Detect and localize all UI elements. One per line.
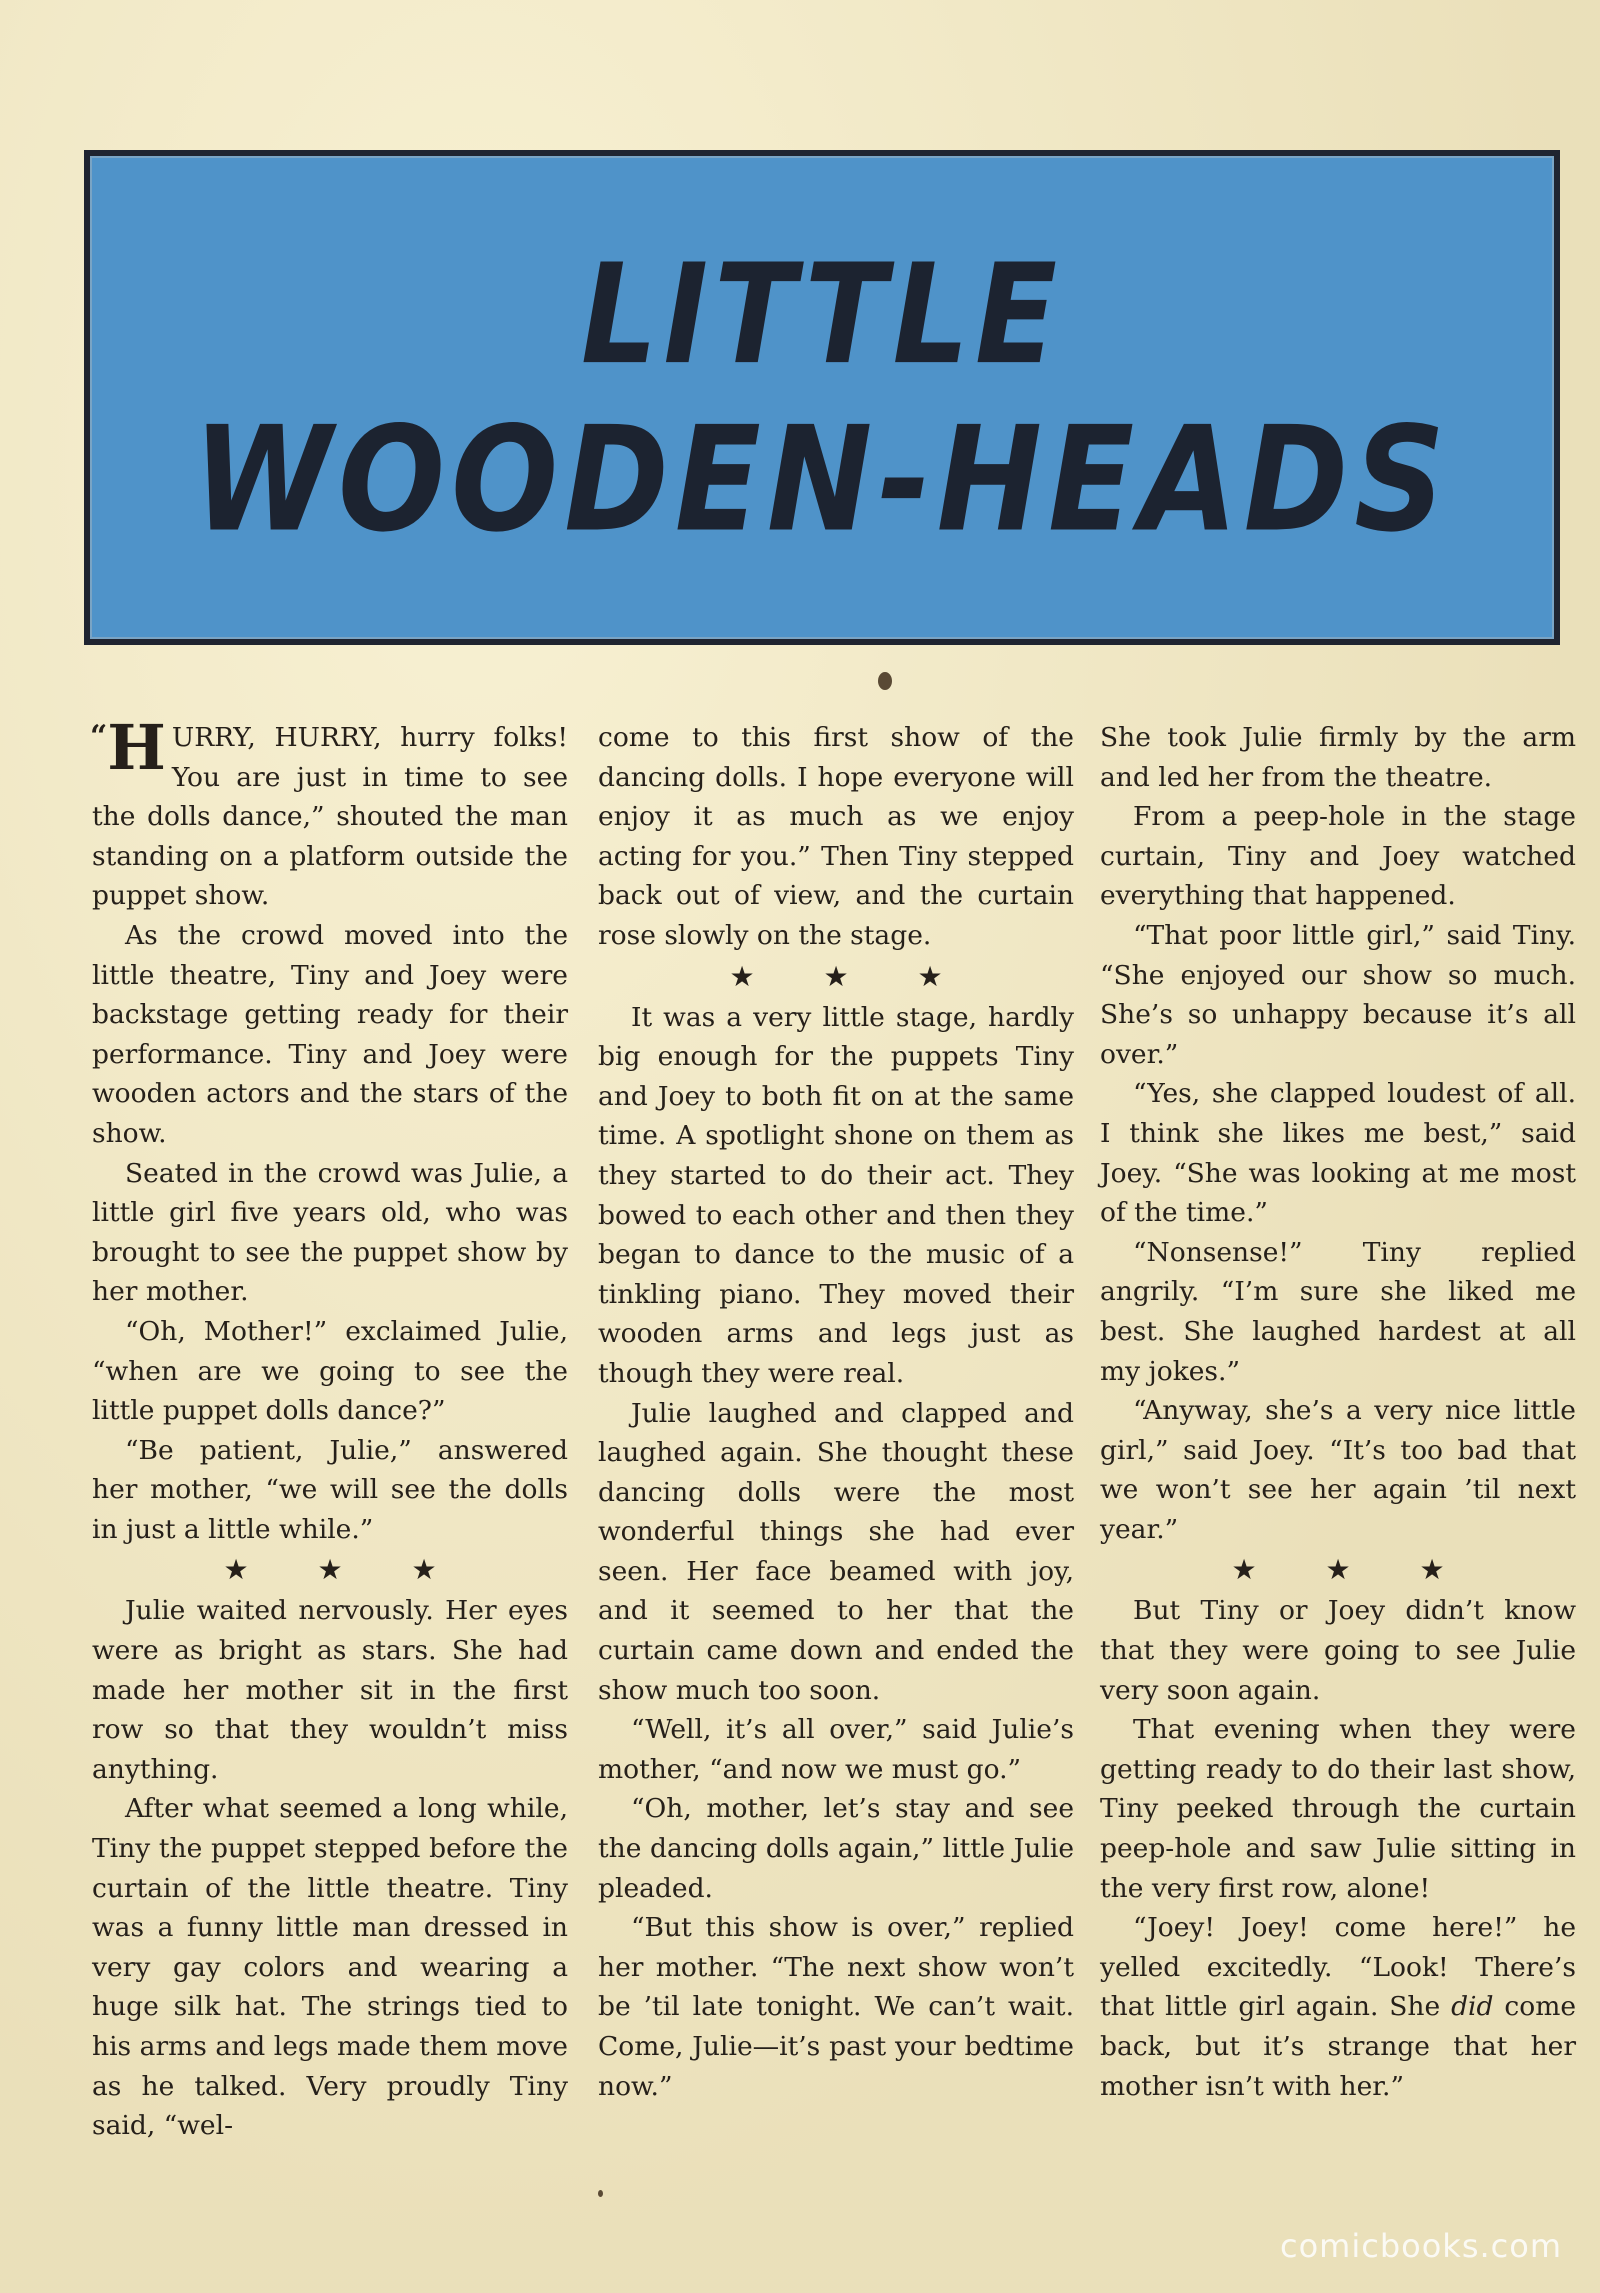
story-paragraph: “Nonsense!” Tiny replied angrily. “I’m sure she liked me best. She laughed hardest at all my jokes.”: [1100, 1236, 1576, 1387]
drop-cap-letter: H: [107, 711, 166, 784]
section-break-stars: ★ ★ ★: [223, 1553, 467, 1587]
story-paragraph: “That poor little girl,” said Tiny. “She enjoyed our show so much. She’s so unhappy because it’s all over.”: [1100, 919, 1576, 1070]
story-paragraph: [90, 711, 568, 916]
story-paragraph: Julie waited nervously. Her eyes were as bright as stars. She had made her mother sit in the first row so that they wouldn’t miss anything.: [92, 1595, 568, 1785]
story-paragraph: Seated in the crowd was Julie, a little girl five years old, who was brought to see the puppet show by her mother.: [92, 1157, 568, 1308]
story-columns: [86, 711, 1577, 2198]
story-paragraph: Julie laughed and clapped and laughed again. She thought these dancing dolls were the most wonderful things she had ever seen. Her face beamed with joy, and it seemed to her that the curtain came down and ended the show much too soon.: [598, 1397, 1074, 1706]
story-paragraph: That evening when they were getting ready to do their last show, Tiny peeked through the curtain peep-hole and saw Julie sitting in the very first row, alone!: [1100, 1714, 1576, 1904]
story-paragraph: “Anyway, she’s a very nice little girl,” said Joey. “It’s too bad that we won’t see her again ’til next year.”: [1100, 1395, 1576, 1545]
story-paragraph: After what seemed a long while, Tiny the puppet stepped before the curtain of the little theatre. Tiny was a funny little man dressed in very gay colors and wearing a huge silk hat. The strings tied to his arms and legs made them move as he talked. Very proudly Tiny said, “wel-: [92, 1793, 568, 2142]
story-column-1: [90, 711, 568, 2146]
story-paragraph: come to this first show of the dancing dolls. I hope everyone will enjoy it as much as we enjoy acting for you.” Then Tiny stepped back out of view, and the curtain rose slowly on the stage.: [598, 722, 1074, 951]
title-banner: [84, 150, 1560, 645]
paragraph-text: come back, but it’s strange that her mother isn’t with her.”: [1100, 1991, 1577, 2102]
story-paragraph: “But this show is over,” replied her mother. “The next show won’t be ’til late tonight. We can’t wait. Come, Julie—it’s past your bedtime now.”: [598, 1912, 1074, 2102]
title-line-1: LITTLE: [580, 235, 1063, 396]
drop-cap-quote: “: [90, 719, 108, 754]
drop-cap: [90, 711, 166, 784]
story-paragraph: From a peep-hole in the stage curtain, Tiny and Joey watched everything that happened.: [1100, 801, 1576, 912]
story-paragraph: She took Julie firmly by the arm and led her from the theatre.: [1100, 722, 1576, 793]
story-column-3: [1100, 718, 1576, 2106]
story-paragraph: [1100, 1908, 1576, 2106]
story-paragraph: It was a very little stage, hardly big enough for the puppets Tiny and Joey to both fit on at the same time. A spotlight shone on them as they started to do their act. They bowed to each other and then they began to dance to the music of a tinkling piano. They moved their wooden arms and legs just as though they were real.: [598, 1001, 1074, 1389]
title-line-2: WOODEN-HEADS: [193, 394, 1451, 565]
paper-speck: [598, 2190, 603, 2197]
story-paragraph: “Yes, she clapped loudest of all. I think she likes me best,” said Joey. “She was looking at me most of the time.”: [1100, 1078, 1576, 1229]
story-paragraph: “Be patient, Julie,” answered her mother, “we will see the dolls in just a little while.”: [92, 1434, 568, 1545]
paragraph-text: URRY, HURRY, hurry folks! You are just in time to see the dolls dance,” shouted the man standing on a platform outside the puppet show.: [92, 722, 568, 912]
story-paragraph: But Tiny or Joey didn’t know that they were going to see Julie very soon again.: [1100, 1595, 1576, 1706]
story-paragraph: As the crowd moved into the little theatre, Tiny and Joey were backstage getting ready for their performance. Tiny and Joey were wooden actors and the stars of the show.: [92, 919, 568, 1149]
story-paragraph: “Oh, Mother!” exclaimed Julie, “when are we going to see the little puppet dolls dance?”: [92, 1315, 568, 1427]
watermark: comicbooks.com: [1279, 2227, 1562, 2265]
story-paragraph: “Well, it’s all over,” said Julie’s mother, “and now we must go.”: [598, 1714, 1074, 1785]
story-paragraph: “Oh, mother, let’s stay and see the dancing dolls again,” little Julie pleaded.: [598, 1793, 1074, 1904]
paper-speck: [878, 672, 892, 690]
story-column-2: [598, 718, 1074, 2106]
paragraph-text: “Joey! Joey! come here!” he yelled excitedly. “Look! There’s that little girl again. She: [1100, 1912, 1576, 2023]
emphasis-text: did: [1451, 1991, 1494, 2023]
section-break-stars: ★ ★ ★: [1231, 1553, 1475, 1587]
section-break-stars: ★ ★ ★: [729, 959, 973, 993]
